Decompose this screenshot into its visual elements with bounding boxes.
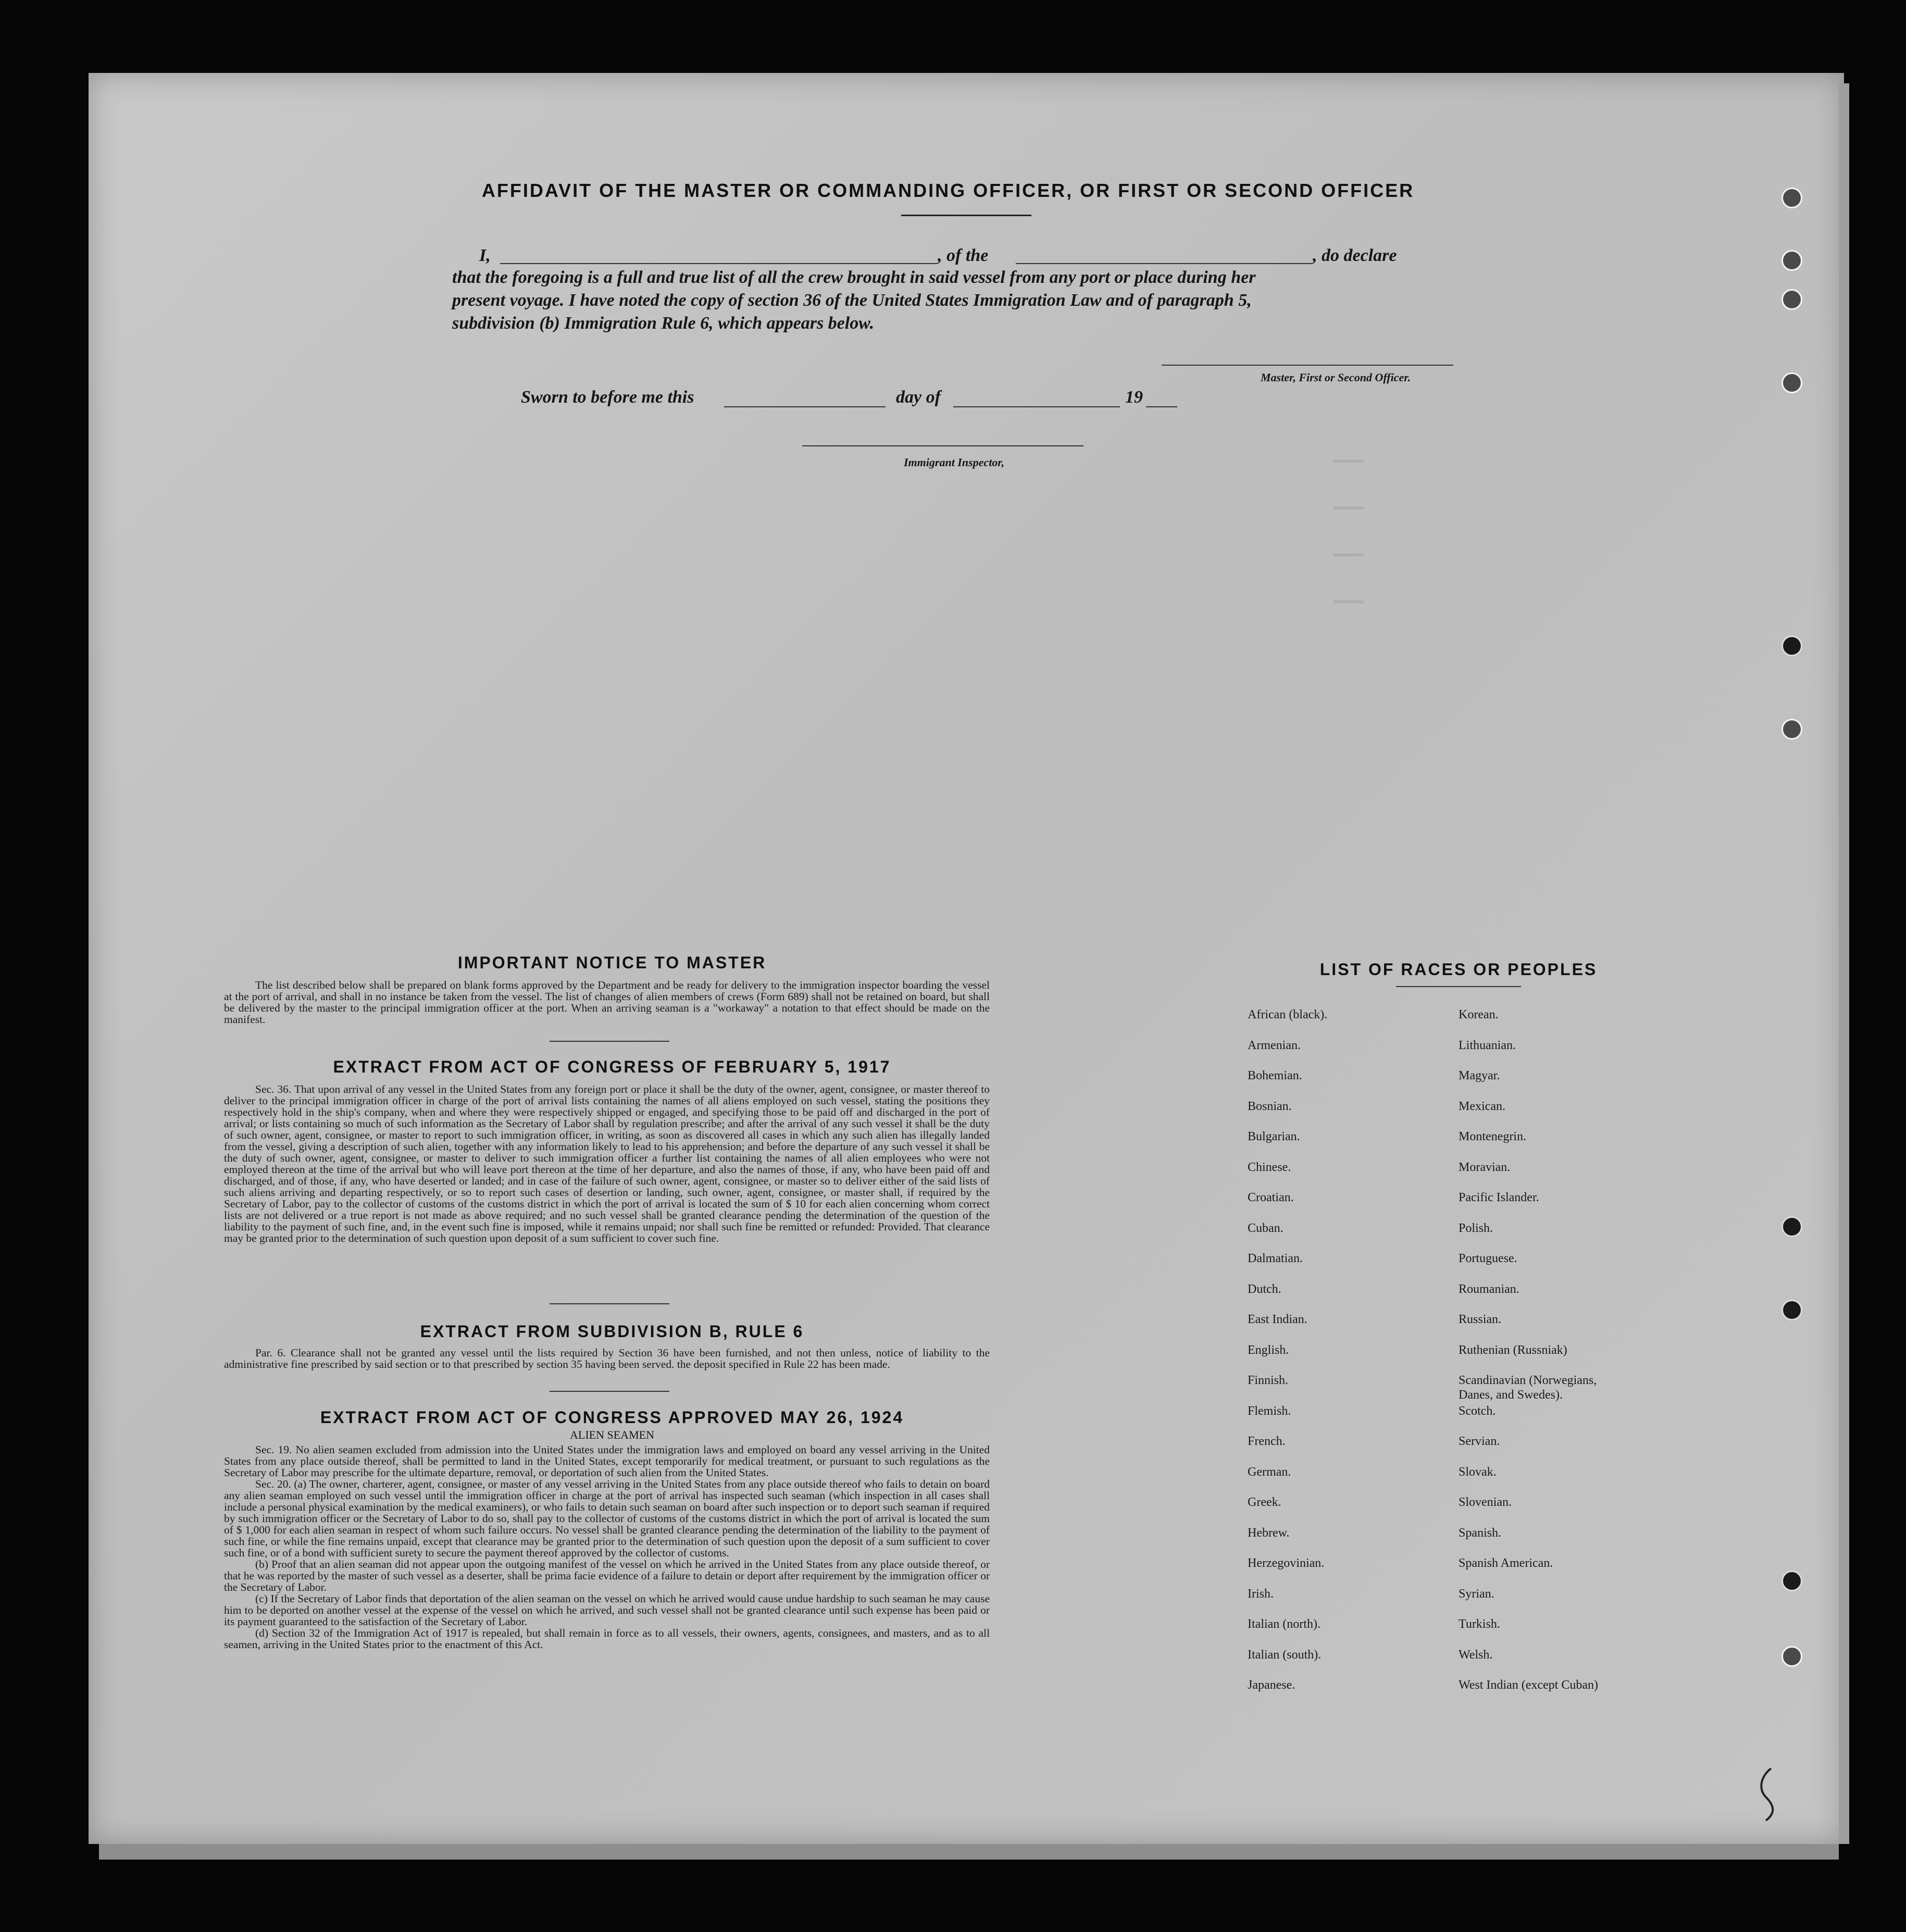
affidavit-title: AFFIDAVIT OF THE MASTER OR COMMANDING OFFICER, OR FIRST OR SECOND OFFICER bbox=[481, 180, 1415, 201]
sworn-label: Sworn to before me this bbox=[521, 388, 694, 407]
sheet-edge bbox=[1839, 83, 1849, 1844]
bleed-through-text: ▬▬▬▬ bbox=[1334, 453, 1364, 467]
race-item: Herzegovinian. bbox=[1248, 1556, 1325, 1570]
race-item: Pacific Islander. bbox=[1459, 1191, 1539, 1204]
punch-hole bbox=[1782, 289, 1802, 310]
race-item: Mexican. bbox=[1459, 1099, 1505, 1113]
inspector-signature-line[interactable] bbox=[802, 445, 1083, 446]
punch-hole bbox=[1782, 1300, 1802, 1320]
divider bbox=[550, 1391, 669, 1392]
race-item: Moravian. bbox=[1459, 1160, 1511, 1174]
race-item: Slovak. bbox=[1459, 1465, 1497, 1479]
race-item: African (black). bbox=[1248, 1008, 1328, 1021]
extract-1924-body bbox=[224, 1444, 990, 1650]
divider bbox=[550, 1303, 669, 1304]
sworn-day-blank[interactable] bbox=[724, 406, 886, 407]
master-signature-line[interactable] bbox=[1162, 365, 1453, 366]
divider bbox=[901, 215, 1031, 216]
notice-body: The list described below shall be prepared on blank forms approved by the Department and be ready for delivery to the immigration inspector boarding the vessel at the port of arrival, and shall in no instance be taken from the vessel. The list of changes of alien members of crews (Form 689) shall not be retained on board, but shall be delivered by the master to the principal immigration officer at the port. When an arriving seaman is a "workaway" a notation to that effect should be made on the manifest. bbox=[224, 979, 990, 1026]
affidavit-i-label: I, bbox=[479, 246, 491, 265]
affidavit-line-3: present voyage. I have noted the copy of section 36 of the United States Immigration Law and of paragraph 5, bbox=[452, 291, 1252, 310]
section-20d-paragraph: (d) Section 32 of the Immigration Act of 1917 is repealed, but shall remain in force as to all vessels, their owners, agents, consignees, and masters, and as to all seamen, arriving in the United States prior to the enactment of this Act. bbox=[224, 1627, 990, 1651]
race-item: Cuban. bbox=[1248, 1221, 1284, 1235]
race-item: Polish. bbox=[1459, 1221, 1493, 1235]
race-item: Armenian. bbox=[1248, 1038, 1301, 1052]
name-blank[interactable] bbox=[500, 263, 938, 264]
divider bbox=[550, 1041, 669, 1042]
punch-hole bbox=[1782, 1570, 1802, 1591]
race-item: Japanese. bbox=[1248, 1678, 1295, 1692]
race-item: Ruthenian (Russniak) bbox=[1459, 1343, 1567, 1357]
punch-hole bbox=[1782, 188, 1802, 208]
bleed-through-text: ▬▬▬▬ bbox=[1334, 500, 1364, 514]
notice-title: IMPORTANT NOTICE TO MASTER bbox=[457, 953, 767, 972]
vessel-blank[interactable] bbox=[1016, 263, 1313, 264]
race-item: Russian. bbox=[1459, 1313, 1502, 1326]
section-20a-paragraph: Sec. 20. (a) The owner, charterer, agent, consignee, or master of any vessel arriving in the United States from any place outside thereof who fails to detain on board any alien seaman employed on such vessel until the immigration officer in charge at the port of arrival has inspected such seaman (which inspection in all cases shall include a personal physical examination by the medical examiners), or who fails to detain such seaman on board after such inspection or to deport such seaman if required by such immigration officer or the Secretary of Labor to do so, shall pay to the collector of customs of the customs district in which the port of arrival is located the sum of $ 1,000 for each alien seaman in respect of whom such failure occurs. No vessel shall be granted clearance pending the determination of the liability to the payment of such fine, or while the fine remains unpaid, except that clearance may be granted prior to the determination of such question upon the deposit of a sum sufficient to cover such fine, or of a bond with sufficient surety to secure the payment thereof approved by the collector of customs. bbox=[224, 1478, 990, 1559]
section-20c-paragraph: (c) If the Secretary of Labor finds that deportation of the alien seaman on the vessel on which he arrived would cause undue hardship to such seaman he may cause him to be deported on another vessel at the expense of the vessel on which he arrived, and such vessel shall not be granted clearance until such expense has been paid or its payment guaranteed to the satisfaction of the Secretary of Labor. bbox=[224, 1592, 990, 1628]
bleed-through-text: ▬▬▬▬ bbox=[1334, 594, 1364, 608]
race-item: Magyar. bbox=[1459, 1069, 1500, 1082]
races-title: LIST OF RACES OR PEOPLES bbox=[1319, 960, 1598, 979]
race-item: Irish. bbox=[1248, 1587, 1274, 1601]
race-item: Chinese. bbox=[1248, 1160, 1291, 1174]
section-19-paragraph: Sec. 19. No alien seamen excluded from admission into the United States under the immigration laws and employed on board any vessel arriving in the United States from any place outside thereof, shall be permitted to land in the United States, except temporarily for medical treatment, or pursuant to such regulations as the Secretary of Labor may prescribe for the ultimate departure, removal, or deportation of such alien from the United States. bbox=[224, 1443, 990, 1479]
inspector-label: Immigrant Inspector, bbox=[904, 456, 1005, 469]
punch-hole bbox=[1782, 250, 1802, 271]
race-item: Greek. bbox=[1248, 1495, 1281, 1509]
master-signature-label: Master, First or Second Officer. bbox=[1261, 371, 1411, 384]
race-item: Welsh. bbox=[1459, 1648, 1493, 1662]
race-item: Korean. bbox=[1459, 1008, 1499, 1021]
race-item: Spanish American. bbox=[1459, 1556, 1553, 1570]
race-item: Servian. bbox=[1459, 1435, 1500, 1448]
affidavit-line-2: that the foregoing is a full and true list of all the crew brought in said vessel from any port or place during her bbox=[452, 268, 1256, 287]
extract-1924-title: EXTRACT FROM ACT OF CONGRESS APPROVED MAY 26, 1924 bbox=[320, 1408, 904, 1427]
punch-hole bbox=[1782, 1216, 1802, 1237]
affidavit-of-the-label: , of the bbox=[938, 246, 989, 265]
race-item: French. bbox=[1248, 1435, 1286, 1448]
race-item: Montenegrin. bbox=[1459, 1130, 1526, 1143]
extract-rule6-body: Par. 6. Clearance shall not be granted any vessel until the lists required by Section 36 have been furnished, and not then unless, notice of liability to the administrative fine prescribed by said section or to that prescribed by section 35 having been served. the deposit specified in Rule 22 has been made. bbox=[224, 1347, 990, 1370]
handwritten-mark-icon bbox=[1750, 1766, 1787, 1823]
race-item: English. bbox=[1248, 1343, 1289, 1357]
year-label: 19 bbox=[1125, 388, 1143, 407]
sworn-month-blank[interactable] bbox=[953, 406, 1120, 407]
affidavit-declare-label: , do declare bbox=[1313, 246, 1397, 265]
race-item: Syrian. bbox=[1459, 1587, 1494, 1601]
sheet-bottom-edge bbox=[99, 1844, 1839, 1860]
race-item: Roumanian. bbox=[1459, 1282, 1519, 1296]
race-item: Scandinavian (Norwegians, bbox=[1459, 1374, 1597, 1387]
race-item: Turkish. bbox=[1459, 1617, 1500, 1631]
race-item: Scotch. bbox=[1459, 1404, 1496, 1418]
race-item: Bohemian. bbox=[1248, 1069, 1302, 1082]
race-item: Bosnian. bbox=[1248, 1099, 1292, 1113]
race-item: Croatian. bbox=[1248, 1191, 1294, 1204]
race-item: East Indian. bbox=[1248, 1313, 1307, 1326]
race-item: Hebrew. bbox=[1248, 1526, 1290, 1540]
section-20b-paragraph: (b) Proof that an alien seaman did not appear upon the outgoing manifest of the vessel on which he arrived in the United States from any place outside thereof, or that he was reported by the master of such vessel as a deserter, shall be prima facie evidence of a failure to detain or deport after requirement by the immigration officer or the Secretary of Labor. bbox=[224, 1558, 990, 1593]
race-item: Dalmatian. bbox=[1248, 1252, 1303, 1265]
race-item: German. bbox=[1248, 1465, 1291, 1479]
affidavit-line-4: subdivision (b) Immigration Rule 6, which appears below. bbox=[452, 314, 875, 333]
extract-1917-body: Sec. 36. That upon arrival of any vessel in the United States from any foreign port or place it shall be the duty of the owner, agent, consignee, or master thereof to deliver to the principal immigration officer in charge of the port of arrival lists containing the names of all aliens employed on such vessel, stating the positions they respectively hold in the ship's company, when and where they were respectively shipped or engaged, and specifying those to be paid off and discharged in the port of arrival; or lists containing so much of such information as the Secretary of Labor shall by regulation prescribe; and after the arrival of any such vessel it shall be the duty of such owner, agent, consignee, or master to report to such immigration officer, in writing, as soon as discovered all cases in which any such alien has illegally landed from the vessel, giving a description of such alien, together with any information likely to lead to his apprehension; and before the departure of any such vessel it shall be the duty of such owner, agent, consignee, or master to deliver to such immigration officer a further list containing the names of all alien employees who were not employed thereon at the time of the arrival but who will leave port thereon at the time of her departure, and also the names of those, if any, who have been paid off and discharged, and of those, if any, who have deserted or landed; and in case of the failure of such owner, agent, consignee, or master so to deliver either of the said lists of such aliens arriving and departing respectively, or so to report such cases of desertion or landing, such owner, agent, consignee, or master shall, if required by the Secretary of Labor, pay to the collector of customs of the customs district in which the port of arrival is located the sum of $ 10 for each alien concerning whom correct lists are not delivered or a true report is not made as above required; and no such vessel shall be granted clearance pending the determination of the question of the liability to the payment of such fine, and, in the event such fine is imposed, while it remains unpaid; nor shall such fine be remitted or refunded: Provided. That clearance may be granted prior to the determination of such question upon deposit of a sum sufficient to cover such fine. bbox=[224, 1083, 990, 1244]
extract-1917-title: EXTRACT FROM ACT OF CONGRESS OF FEBRUARY 5, 1917 bbox=[333, 1057, 891, 1076]
extract-rule6-title: EXTRACT FROM SUBDIVISION B, RULE 6 bbox=[420, 1322, 804, 1341]
punch-hole bbox=[1782, 719, 1802, 740]
race-item: Lithuanian. bbox=[1459, 1038, 1516, 1052]
race-item: Danes, and Swedes). bbox=[1459, 1388, 1563, 1402]
race-item: Portuguese. bbox=[1459, 1252, 1517, 1265]
punch-hole bbox=[1782, 372, 1802, 393]
race-item: Dutch. bbox=[1248, 1282, 1281, 1296]
race-item: Italian (north). bbox=[1248, 1617, 1321, 1631]
race-item: Flemish. bbox=[1248, 1404, 1291, 1418]
divider bbox=[1396, 986, 1521, 987]
extract-1924-subtitle: ALIEN SEAMEN bbox=[570, 1428, 654, 1441]
race-item: Finnish. bbox=[1248, 1374, 1289, 1387]
race-item: Slovenian. bbox=[1459, 1495, 1512, 1509]
race-item: Bulgarian. bbox=[1248, 1130, 1300, 1143]
race-item: Spanish. bbox=[1459, 1526, 1502, 1540]
day-of-label: day of bbox=[896, 388, 941, 407]
race-item: Italian (south). bbox=[1248, 1648, 1322, 1662]
punch-hole bbox=[1782, 1646, 1802, 1667]
bleed-through-text: ▬▬▬▬ bbox=[1334, 547, 1364, 561]
race-item: West Indian (except Cuban) bbox=[1459, 1678, 1598, 1692]
punch-hole bbox=[1782, 635, 1802, 656]
sworn-year-blank[interactable] bbox=[1146, 406, 1177, 407]
